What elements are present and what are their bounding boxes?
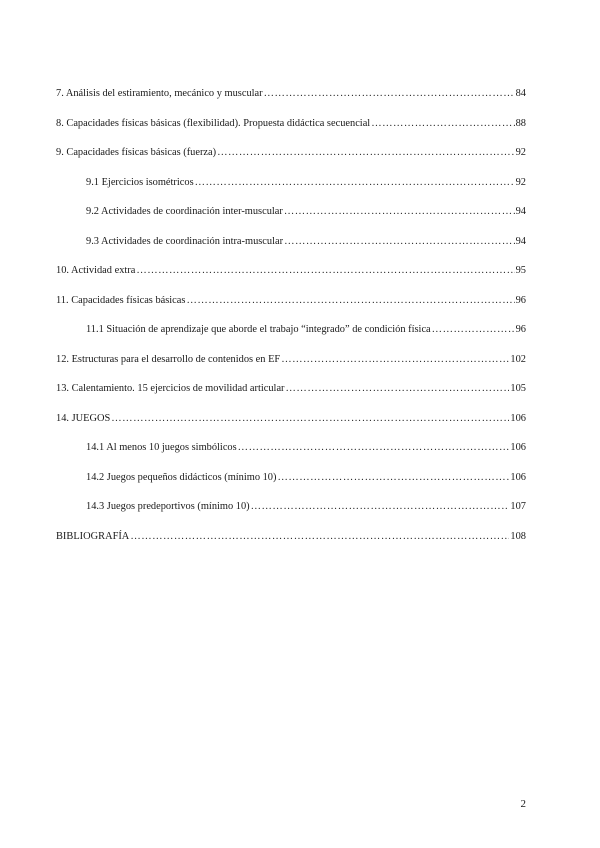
page-number: 2 [520,798,526,810]
toc-entry-page-number: 94 [515,206,526,217]
toc-entry-page-number: 106 [510,412,526,424]
toc-leader-dots [238,441,510,455]
toc-leader-dots [264,87,515,101]
toc-leader-dots [111,412,509,426]
toc-leader-dots [130,530,509,544]
toc-entry[interactable] [56,205,526,235]
toc-entry-page-number: 108 [510,530,526,542]
toc-leader-dots [186,294,514,308]
toc-entry[interactable] [56,87,526,117]
toc-entry-page-number: 96 [515,294,526,306]
toc-entry[interactable] [56,117,526,147]
toc-entry-title: 13. Calentamiento. 15 ejercicios de movilidad articular [56,383,285,394]
toc-leader-dots [284,235,515,249]
toc-leader-dots [281,353,509,367]
toc-entry-page-number: 94 [515,235,526,247]
toc-entry-title: 14.2 Juegos pequeños didácticos (mínimo 10) [86,471,277,483]
toc-leader-dots [286,382,510,396]
toc-entry-page-number: 92 [515,147,526,158]
toc-entry-page-number: 106 [510,442,526,453]
toc-entry[interactable] [56,471,526,501]
toc-entry-page-number: 107 [510,501,526,512]
toc-entry-page-number: 106 [510,471,526,483]
toc-leader-dots [136,264,514,278]
toc-entry-title: BIBLIOGRAFÍA [56,530,130,542]
toc-entry[interactable] [56,353,526,383]
toc-entry-title: 9. Capacidades físicas básicas (fuerza) [56,147,217,158]
toc-entry-title: 11. Capacidades físicas básicas [56,294,186,306]
toc-entry-page-number: 84 [515,88,526,99]
toc-leader-dots [277,471,509,485]
toc-entry-title: 14. JUEGOS [56,412,111,424]
toc-entry[interactable] [56,530,526,560]
toc-entry-title: 9.1 Ejercicios isométricos [86,176,194,188]
toc-entry[interactable] [56,441,526,471]
toc-leader-dots [371,117,514,131]
toc-leader-dots [251,500,510,514]
toc-entry-title: 14.1 Al menos 10 juegos simbólicos [86,442,237,453]
toc-entry-page-number: 95 [515,265,526,276]
toc-entry-page-number: 88 [515,117,526,129]
toc-entry[interactable] [56,382,526,412]
toc-entry-title: 12. Estructuras para el desarrollo de contenidos en EF [56,353,281,365]
toc-entry-page-number: 92 [515,176,526,188]
toc-entry-title: 11.1 Situación de aprendizaje que aborde el trabajo “integrado” de condición física [86,324,431,335]
toc-entry[interactable] [56,412,526,442]
toc-entry-title: 8. Capacidades físicas básicas (flexibilidad). Propuesta didáctica secuencial [56,117,371,129]
toc-leader-dots [217,146,514,160]
toc-entry[interactable] [56,235,526,265]
toc-entry-title: 9.3 Actividades de coordinación intra-muscular [86,235,284,247]
toc-entry-title: 9.2 Actividades de coordinación inter-muscular [86,206,283,217]
toc-entry[interactable] [56,323,526,353]
toc-leader-dots [432,323,515,337]
toc-entry-title: 14.3 Juegos predeportivos (mínimo 10) [86,501,250,512]
table-of-contents [56,87,526,559]
toc-entry[interactable] [56,146,526,176]
toc-leader-dots [284,205,515,219]
toc-entry-page-number: 102 [510,353,526,365]
toc-entry-page-number: 96 [515,324,526,335]
toc-entry[interactable] [56,176,526,206]
toc-leader-dots [195,176,515,190]
toc-entry-title: 10. Actividad extra [56,265,136,276]
toc-entry[interactable] [56,500,526,530]
toc-entry-page-number: 105 [510,383,526,394]
toc-entry[interactable] [56,264,526,294]
toc-entry[interactable] [56,294,526,324]
toc-entry-title: 7. Análisis del estiramiento, mecánico y muscular [56,88,263,99]
